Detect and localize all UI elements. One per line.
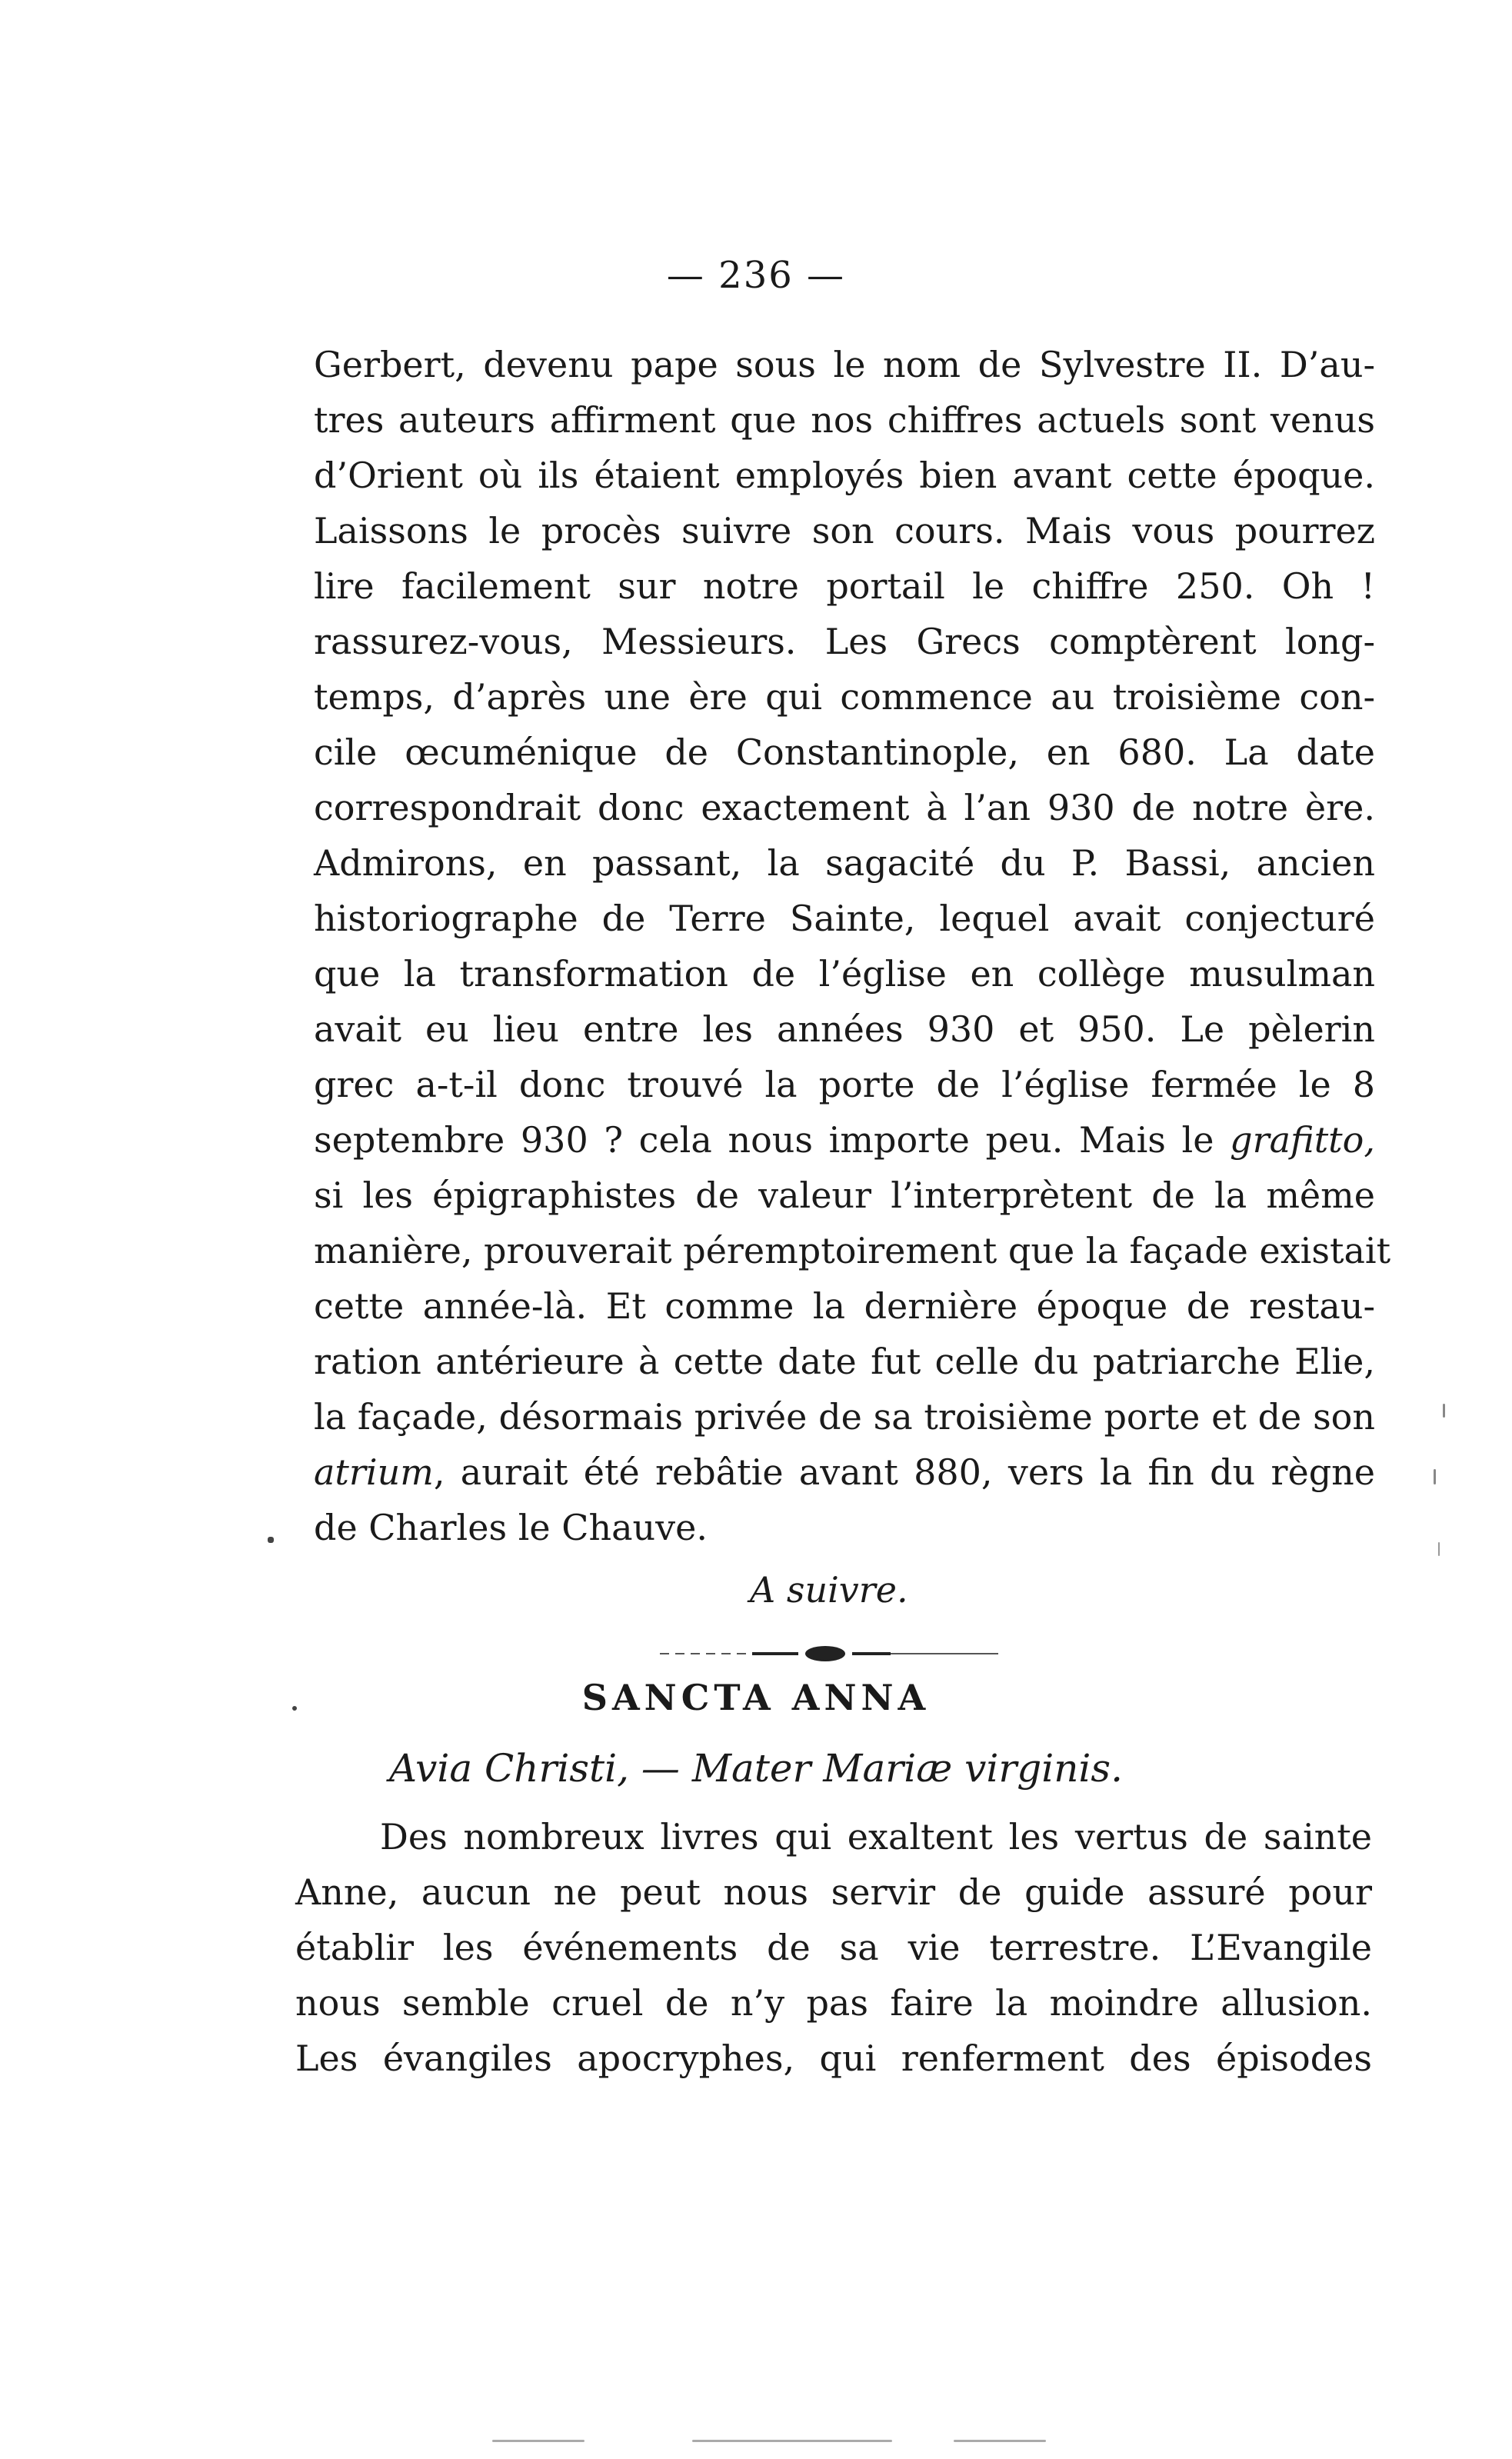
italic-word-atrium: atrium [314,1451,434,1493]
text-line: ration antérieure à cette date fut celle du patriarche Elie, [314,1341,1375,1382]
text-line: tres auteurs affirment que nos chiffres actuels sont venus [314,399,1375,441]
scan-speck [692,2440,892,2442]
text-fragment: septembre 930 ? cela nous importe peu. Mais le [314,1119,1231,1161]
text-line: lire facilement sur notre portail le chiffre 250. Oh ! [314,565,1375,607]
text-line: cette année-là. Et comme la dernière époque de restau- [314,1285,1375,1327]
text-line: Des nombreux livres qui exaltent les vertus de sainte [380,1816,1372,1858]
text-line [314,1444,1375,1500]
scan-speck [1438,1542,1440,1556]
text-line [314,1112,1375,1168]
ornament-divider [660,1643,998,1664]
scan-speck [954,2440,1046,2442]
text-line: d’Orient où ils étaient employés bien avant cette époque. [314,455,1375,496]
text-line: rassurez-vous, Messieurs. Les Grecs comptèrent long- [314,621,1375,662]
text-line: avait eu lieu entre les années 930 et 950. Le pèlerin [314,1008,1375,1050]
italic-word-grafitto: grafitto, [1230,1119,1375,1161]
text-line: Admirons, en passant, la sagacité du P. Bassi, ancien [314,842,1375,884]
text-line: que la transformation de l’église en collège musulman [314,953,1375,995]
scan-speck [1434,1469,1436,1484]
text-line: Gerbert, devenu pape sous le nom de Sylvestre II. D’au- [314,344,1375,385]
section-subtitle: Avia Christi, — Mater Mariæ virginis. [389,1746,1123,1791]
text-fragment: , aurait été rebâtie avant 880, vers la fin du règne [433,1451,1375,1493]
text-line: Les évangiles apocryphes, qui renferment des épisodes [295,2038,1372,2079]
main-paragraph [314,337,1391,1555]
section-title: SANCTA ANNA [581,1677,931,1718]
text-line: grec a-t-il donc trouvé la porte de l’église fermée le 8 [314,1064,1375,1105]
text-line: nous semble cruel de n’y pas faire la moindre allusion. [295,1982,1372,2024]
page-number: — 236 — [666,254,846,297]
second-paragraph [295,1809,1372,2086]
text-line: si les épigraphistes de valeur l’interprètent de la même [314,1175,1375,1216]
text-line: cile œcuménique de Constantinople, en 680. La date [314,731,1375,773]
scan-speck [1443,1404,1445,1418]
text-line: manière, prouverait péremptoirement que la façade existait [314,1230,1391,1271]
text-line: temps, d’après une ère qui commence au troisième con- [314,676,1375,718]
text-line: la façade, désormais privée de sa troisième porte et de son [314,1396,1375,1438]
text-line: Laissons le procès suivre son cours. Mais vous pourrez [314,510,1375,551]
scan-speck [292,1706,297,1711]
scan-speck [268,1537,274,1543]
text-line: Anne, aucun ne peut nous servir de guide assuré pour [295,1871,1372,1913]
a-suivre: A suivre. [750,1569,908,1611]
text-line: de Charles le Chauve. [314,1507,708,1548]
scan-speck [492,2440,584,2442]
text-line: correspondrait donc exactement à l’an 930 de notre ère. [314,787,1375,828]
text-line: établir les événements de sa vie terrestre. L’Evangile [295,1927,1372,1968]
text-line: historiographe de Terre Sainte, lequel avait conjecturé [314,898,1375,939]
